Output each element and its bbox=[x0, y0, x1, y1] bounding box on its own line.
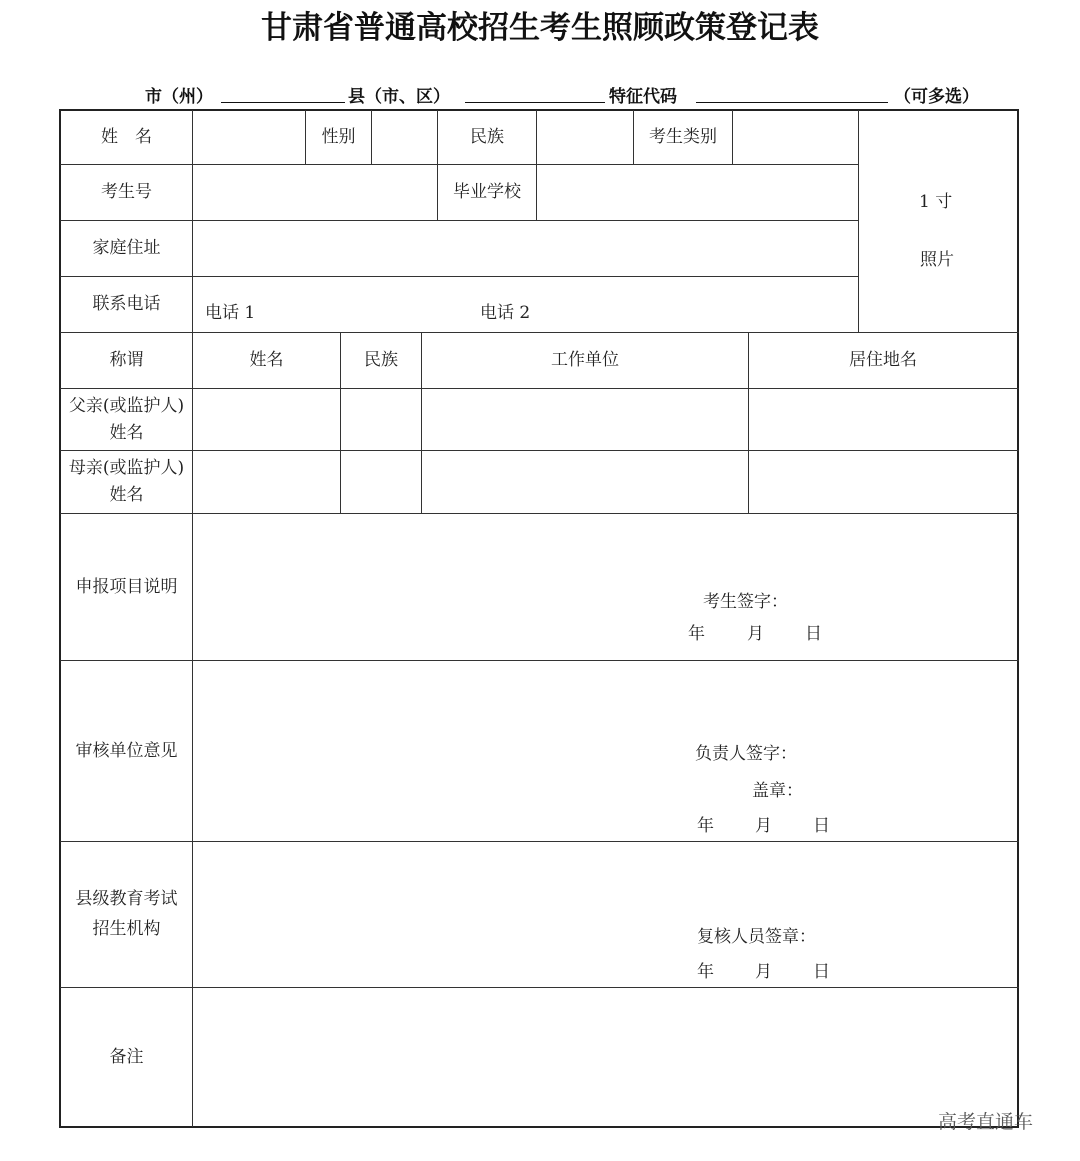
school-input[interactable] bbox=[537, 165, 858, 220]
exam-no-label: 考生号 bbox=[101, 182, 152, 202]
exam-no-input[interactable] bbox=[193, 165, 437, 220]
review-sign-label: 负责人签字： bbox=[695, 744, 797, 764]
remark-label: 备注 bbox=[109, 1046, 144, 1067]
apply-date-month: 月 bbox=[747, 624, 764, 644]
photo-size: 1 寸 bbox=[919, 192, 953, 212]
name-input[interactable] bbox=[193, 111, 305, 164]
name-label: 姓 名 bbox=[101, 127, 152, 147]
county-label-line1: 县级教育考试 bbox=[75, 889, 178, 909]
apply-date-year: 年 bbox=[688, 624, 705, 644]
phone-label: 联系电话 bbox=[92, 294, 161, 314]
review-label: 审核单位意见 bbox=[75, 740, 178, 761]
father-label-line2: 姓名 bbox=[109, 422, 144, 443]
apply-area[interactable] bbox=[193, 514, 1017, 660]
county-label-line2: 招生机构 bbox=[92, 919, 161, 939]
code-label: 特征代码 bbox=[609, 87, 677, 107]
father-ethnicity-input[interactable] bbox=[341, 389, 421, 450]
multi-label: （可多选） bbox=[894, 87, 979, 107]
family-header-relation: 称谓 bbox=[109, 350, 144, 370]
address-input[interactable] bbox=[193, 221, 858, 276]
review-seal-label: 盖章： bbox=[752, 781, 803, 801]
address-label: 家庭住址 bbox=[92, 238, 161, 258]
category-input[interactable] bbox=[733, 111, 858, 164]
mother-label bbox=[61, 451, 192, 513]
family-header-employer: 工作单位 bbox=[551, 350, 619, 370]
county-area[interactable] bbox=[193, 842, 1017, 987]
county-label bbox=[61, 842, 192, 987]
review-date-day: 日 bbox=[813, 816, 830, 836]
gender-input[interactable] bbox=[372, 111, 437, 164]
mother-label-line1: 母亲(或监护人) bbox=[68, 458, 185, 478]
watermark: 高考直通车 bbox=[938, 1111, 1034, 1133]
father-label-line1: 父亲(或监护人) bbox=[68, 395, 185, 416]
father-name-input[interactable] bbox=[193, 389, 340, 450]
school-label: 毕业学校 bbox=[453, 182, 521, 202]
mother-residence-input[interactable] bbox=[749, 451, 1017, 513]
phone1-label: 电话 1 bbox=[205, 303, 256, 323]
family-header-ethnicity: 民族 bbox=[364, 350, 398, 370]
apply-sign-label: 考生签字： bbox=[703, 592, 788, 612]
category-label: 考生类别 bbox=[649, 127, 717, 147]
review-date-year: 年 bbox=[697, 816, 714, 836]
mother-employer-input[interactable] bbox=[422, 451, 748, 513]
county-date-year: 年 bbox=[697, 962, 714, 982]
header-line bbox=[0, 78, 1080, 108]
phone2-label: 电话 2 bbox=[480, 303, 531, 323]
ethnicity-label: 民族 bbox=[470, 127, 504, 147]
county-date-day: 日 bbox=[813, 962, 830, 982]
father-residence-input[interactable] bbox=[749, 389, 1017, 450]
county-blank[interactable] bbox=[465, 102, 605, 103]
family-header-residence: 居住地名 bbox=[849, 350, 917, 370]
remark-area[interactable] bbox=[193, 988, 1017, 1126]
mother-name-input[interactable] bbox=[193, 451, 340, 513]
city-label: 市（州） bbox=[145, 87, 213, 107]
apply-date-day: 日 bbox=[805, 624, 822, 644]
photo-box[interactable] bbox=[859, 111, 1017, 332]
photo-label: 照片 bbox=[920, 250, 954, 270]
review-area[interactable] bbox=[193, 661, 1017, 841]
form-title: 甘肃省普通高校招生考生照顾政策登记表 bbox=[261, 10, 819, 46]
father-employer-input[interactable] bbox=[422, 389, 748, 450]
family-header-name: 姓名 bbox=[249, 350, 284, 370]
father-label bbox=[61, 389, 192, 450]
county-sign-label: 复核人员签章： bbox=[697, 927, 816, 947]
county-date-month: 月 bbox=[755, 962, 772, 982]
code-blank[interactable] bbox=[696, 102, 888, 103]
city-blank[interactable] bbox=[221, 102, 345, 103]
gender-label: 性别 bbox=[321, 127, 356, 147]
county-label: 县（市、区） bbox=[348, 87, 450, 107]
mother-label-line2: 姓名 bbox=[109, 485, 144, 505]
ethnicity-input[interactable] bbox=[537, 111, 633, 164]
mother-ethnicity-input[interactable] bbox=[341, 451, 421, 513]
review-date-month: 月 bbox=[755, 816, 772, 836]
apply-label: 申报项目说明 bbox=[75, 576, 178, 597]
